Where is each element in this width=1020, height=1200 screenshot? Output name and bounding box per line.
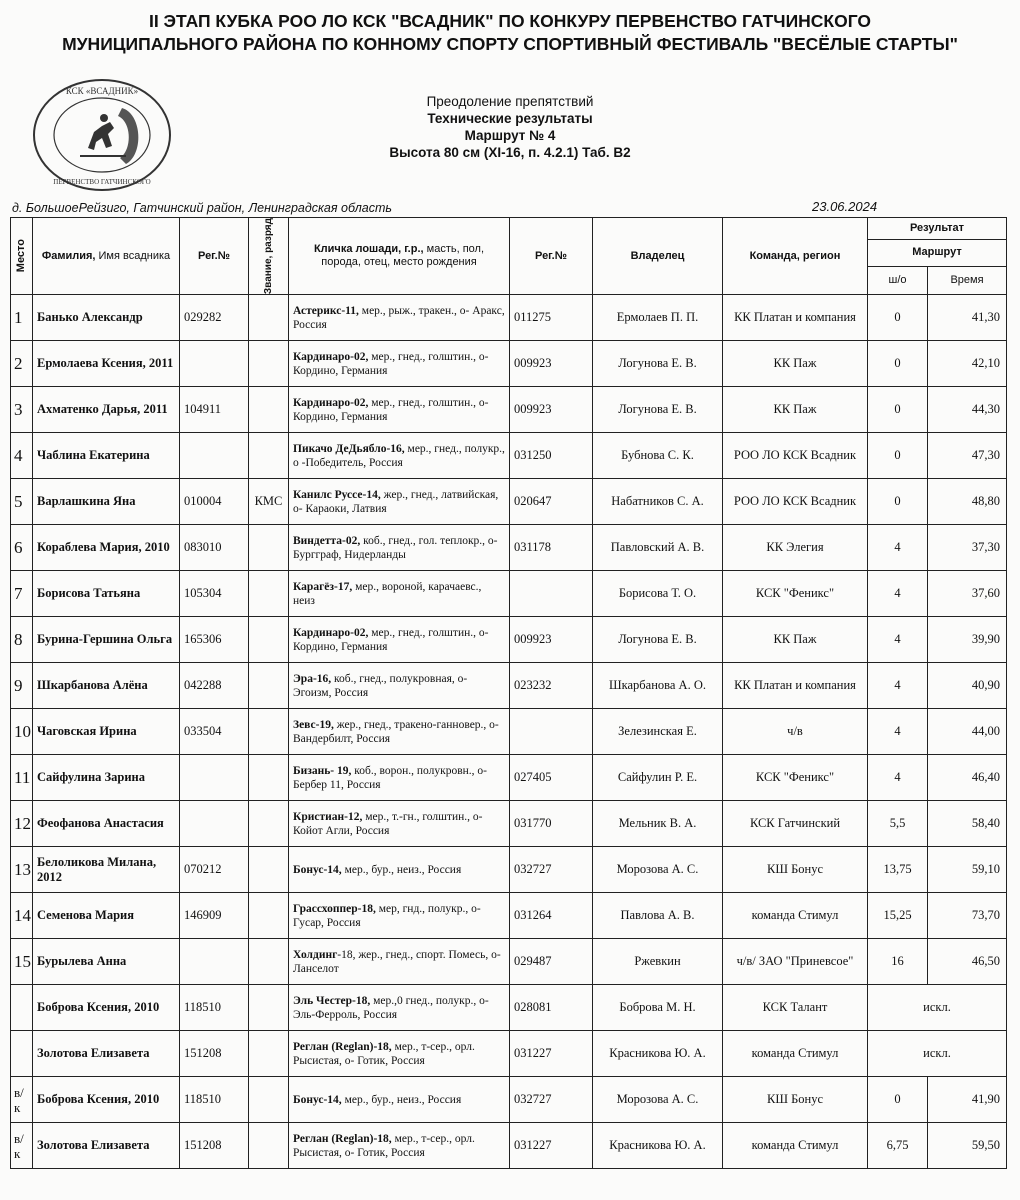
cell-rider-reg [180,755,249,801]
cell-owner: Борисова Т. О. [593,571,723,617]
cell-faults: 15,25 [868,893,928,939]
horse-details: мер.,0 гнед., полукр., о- Эль-Ферроль, Россия [293,994,489,1021]
cell-team: КСК "Феникс" [723,755,868,801]
cell-horse-reg: 009923 [510,341,593,387]
cell-rank [249,617,289,663]
cell-horse-reg [510,571,593,617]
cell-rider: Чаблина Екатерина [33,433,180,479]
table-row [11,663,1007,709]
cell-owner: Боброва М. Н. [593,985,723,1031]
horse-name: Пикачо ДеДьябло-16, [293,442,405,455]
horse-details: мер., т-сер., орл. Рысистая, о- Готик, Россия [293,1132,475,1159]
cell-rider-reg [180,801,249,847]
cell-faults: 0 [868,479,928,525]
cell-team: КК Паж [723,341,868,387]
cell-place: 11 [11,755,33,801]
cell-rank [249,709,289,755]
cell-faults: 0 [868,433,928,479]
table-row [11,387,1007,433]
horse-details: жер., гнед., латвийская, о- Караоки, Латвия [293,488,499,515]
cell-horse [289,801,510,847]
cell-owner: Ржевкин [593,939,723,985]
cell-team: КСК Талант [723,985,868,1031]
cell-time: 73,70 [928,893,1007,939]
cell-rank [249,801,289,847]
cell-rider-reg: 151208 [180,1031,249,1077]
cell-rider: Чаговская Ирина [33,709,180,755]
cell-faults: 0 [868,341,928,387]
horse-name: Реглан (Reglan)-18, [293,1132,392,1145]
horse-name: Холдинг [293,948,338,961]
cell-team: КСК Гатчинский [723,801,868,847]
cell-horse-reg [510,709,593,755]
cell-place: 6 [11,525,33,571]
subtitle-line-2: Технические результаты [427,111,593,126]
cell-result-status: искл. [868,1031,1007,1077]
cell-faults: 4 [868,617,928,663]
col-header-result: Результат [868,218,1007,240]
cell-owner: Мельник В. А. [593,801,723,847]
cell-rider-reg: 104911 [180,387,249,433]
cell-team: команда Стимул [723,1031,868,1077]
cell-team: команда Стимул [723,1123,868,1169]
col-header-team: Команда, регион [723,218,868,295]
cell-rider: Бурылева Анна [33,939,180,985]
cell-time: 46,40 [928,755,1007,801]
cell-horse-reg: 031178 [510,525,593,571]
table-row [11,433,1007,479]
cell-time: 47,30 [928,433,1007,479]
cell-faults: 4 [868,755,928,801]
cell-owner: Бубнова С. К. [593,433,723,479]
horse-details: мер., вороной, карачаевс., неиз [293,580,482,607]
cell-team: ч/в/ ЗАО "Приневсое" [723,939,868,985]
cell-horse [289,295,510,341]
cell-faults: 4 [868,525,928,571]
cell-rider-reg: 033504 [180,709,249,755]
table-row [11,1031,1007,1077]
cell-place [11,1031,33,1077]
svg-text:ПЕРВЕНСТВО ГАТЧИНСКОГО: ПЕРВЕНСТВО ГАТЧИНСКОГО [53,178,151,186]
horse-details: мер., гнед., голштин., о- Кордино, Германия [293,396,489,423]
cell-horse-reg: 031250 [510,433,593,479]
event-date: 23.06.2024 [812,199,878,214]
col-header-place: Место [11,218,33,295]
cell-faults: 4 [868,663,928,709]
cell-rider-reg [180,939,249,985]
table-row [11,571,1007,617]
table-row [11,617,1007,663]
cell-team: КК Паж [723,387,868,433]
horse-name: Бизань- 19, [293,764,352,777]
cell-owner: Логунова Е. В. [593,341,723,387]
table-row [11,893,1007,939]
cell-result-status: искл. [868,985,1007,1031]
cell-time: 42,10 [928,341,1007,387]
subtitle-line-3: Маршрут № 4 [464,128,556,143]
cell-place: в/к [11,1077,33,1123]
cell-faults: 0 [868,387,928,433]
table-row [11,801,1007,847]
cell-rank [249,1031,289,1077]
cell-rider-reg: 029282 [180,295,249,341]
cell-rank [249,1123,289,1169]
cell-place: 8 [11,617,33,663]
horse-name: Кристиан-12, [293,810,363,823]
cell-rider: Шкарбанова Алёна [33,663,180,709]
cell-horse-reg: 009923 [510,387,593,433]
cell-owner: Павловский А. В. [593,525,723,571]
cell-horse-reg: 029487 [510,939,593,985]
cell-team: РОО ЛО КСК Всадник [723,479,868,525]
horse-name: Кардинаро-02, [293,350,369,363]
cell-rank [249,295,289,341]
cell-horse [289,433,510,479]
cell-place: 15 [11,939,33,985]
cell-rider-reg: 146909 [180,893,249,939]
cell-horse [289,617,510,663]
cell-time: 46,50 [928,939,1007,985]
horse-details: мер., бур., неиз., Россия [341,1093,462,1106]
horse-name: Астерикс-11, [293,304,359,317]
cell-rank [249,985,289,1031]
cell-team: КК Платан и компания [723,663,868,709]
cell-place: 13 [11,847,33,893]
cell-rank [249,433,289,479]
horse-details: жер., гнед., тракено-ганновер., о- Вандербилт, Россия [293,718,499,745]
cell-place: 4 [11,433,33,479]
cell-horse [289,755,510,801]
cell-place: 3 [11,387,33,433]
cell-faults: 6,75 [868,1123,928,1169]
col-header-rider-reg: Рег.№ [180,218,249,295]
cell-place: 12 [11,801,33,847]
cell-horse [289,985,510,1031]
horse-name: Реглан (Reglan)-18, [293,1040,392,1053]
cell-horse [289,341,510,387]
horse-details: мер., т-сер., орл. Рысистая, о- Готик, Россия [293,1040,475,1067]
table-row [11,1077,1007,1123]
horse-name: Эль Честер-18, [293,994,371,1007]
cell-rank [249,1077,289,1123]
col-header-horse-reg: Рег.№ [510,218,593,295]
horse-name: Бонус-14, [293,1093,342,1106]
cell-rank [249,663,289,709]
cell-team: КСК "Феникс" [723,571,868,617]
cell-faults: 0 [868,1077,928,1123]
title-line-1: II ЭТАП КУБКА РОО ЛО КСК "ВСАДНИК" ПО КОНКУРУ ПЕРВЕНСТВО ГАТЧИНСКОГО [148,11,872,31]
horse-name: Кардинаро-02, [293,396,369,409]
table-row [11,295,1007,341]
cell-faults: 16 [868,939,928,985]
table-row [11,939,1007,985]
table-row [11,341,1007,387]
cell-rider-reg: 083010 [180,525,249,571]
cell-rider: Золотова Елизавета [33,1123,180,1169]
cell-owner: Шкарбанова А. О. [593,663,723,709]
cell-time: 41,30 [928,295,1007,341]
cell-owner: Морозова А. С. [593,1077,723,1123]
cell-time: 37,60 [928,571,1007,617]
cell-place: 14 [11,893,33,939]
horse-details: коб., ворон., полукровн., о- Бербер 11, Россия [293,764,487,791]
cell-rank [249,755,289,801]
horse-name: Бонус-14, [293,863,342,876]
col-header-time: Время [928,266,1007,294]
cell-team: КШ Бонус [723,1077,868,1123]
table-row [11,985,1007,1031]
cell-time: 44,30 [928,387,1007,433]
cell-place: 10 [11,709,33,755]
cell-time: 40,90 [928,663,1007,709]
cell-rider-reg [180,433,249,479]
cell-team: РОО ЛО КСК Всадник [723,433,868,479]
horse-name: Зевс-19, [293,718,334,731]
cell-time: 39,90 [928,617,1007,663]
horse-details: мер., т.-гн., голштин., о- Койот Агли, Россия [293,810,483,837]
cell-place: 9 [11,663,33,709]
horse-name: Виндетта-02, [293,534,361,547]
cell-horse [289,893,510,939]
cell-rider: Кораблева Мария, 2010 [33,525,180,571]
cell-owner: Набатников С. А. [593,479,723,525]
cell-rank [249,847,289,893]
cell-horse [289,939,510,985]
cell-horse [289,663,510,709]
cell-owner: Сайфулин Р. Е. [593,755,723,801]
cell-team: ч/в [723,709,868,755]
cell-faults: 4 [868,571,928,617]
cell-horse-reg: 020647 [510,479,593,525]
cell-rider: Банько Александр [33,295,180,341]
cell-horse [289,709,510,755]
cell-team: КШ Бонус [723,847,868,893]
horse-details: мер., гнед., полукр., о -Победитель, Россия [293,442,505,469]
cell-owner: Логунова Е. В. [593,617,723,663]
cell-time: 44,00 [928,709,1007,755]
cell-horse-reg: 032727 [510,847,593,893]
cell-rider-reg: 118510 [180,985,249,1031]
document-title [0,10,1020,56]
cell-faults: 5,5 [868,801,928,847]
subtitle-line-4: Высота 80 см (XI-16, п. 4.2.1) Таб. В2 [389,145,631,160]
cell-team: команда Стимул [723,893,868,939]
col-header-rank: Звание, разряд [249,218,289,295]
cell-owner: Логунова Е. В. [593,387,723,433]
cell-rider-reg: 105304 [180,571,249,617]
cell-rider-reg: 070212 [180,847,249,893]
table-row [11,709,1007,755]
cell-horse-reg: 031227 [510,1123,593,1169]
cell-horse-reg: 009923 [510,617,593,663]
cell-horse-reg: 031770 [510,801,593,847]
cell-time: 48,80 [928,479,1007,525]
cell-horse [289,571,510,617]
cell-rank [249,387,289,433]
horse-details: -18, жер., гнед., спорт. Помесь, о-Ланселот [293,948,501,975]
cell-time: 37,30 [928,525,1007,571]
cell-horse [289,479,510,525]
table-row [11,525,1007,571]
horse-name: Грассхоппер-18, [293,902,376,915]
cell-faults: 4 [868,709,928,755]
horse-name: Карагёз-17, [293,580,353,593]
cell-horse [289,1123,510,1169]
cell-team: КК Паж [723,617,868,663]
cell-rider-reg: 151208 [180,1123,249,1169]
club-logo-seal [30,76,174,194]
cell-rider-reg [180,341,249,387]
cell-rank: КМС [249,479,289,525]
cell-faults: 13,75 [868,847,928,893]
cell-rider: Ермолаева Ксения, 2011 [33,341,180,387]
horse-name: Канилс Руссе-14, [293,488,381,501]
cell-rider: Сайфулина Зарина [33,755,180,801]
cell-rider-reg: 118510 [180,1077,249,1123]
table-row [11,755,1007,801]
cell-horse-reg: 027405 [510,755,593,801]
cell-rider: Золотова Елизавета [33,1031,180,1077]
competition-subtitle [250,93,770,161]
cell-rider: Боброва Ксения, 2010 [33,985,180,1031]
cell-faults: 0 [868,295,928,341]
cell-time: 58,40 [928,801,1007,847]
cell-rider: Борисова Татьяна [33,571,180,617]
cell-rider: Варлашкина Яна [33,479,180,525]
col-header-rider: Фамилия, Имя всадника [33,218,180,295]
table-row [11,1123,1007,1169]
cell-horse-reg: 011275 [510,295,593,341]
cell-place: 7 [11,571,33,617]
cell-rider: Ахматенко Дарья, 2011 [33,387,180,433]
horse-details: мер., гнед., голштин., о- Кордино, Германия [293,626,489,653]
cell-place: 1 [11,295,33,341]
horse-details: коб., гнед., полукровная, о- Эгоизм, Россия [293,672,468,699]
horse-details: мер, гнд., полукр., о- Гусар, Россия [293,902,481,929]
horse-details: мер., гнед., голштин., о- Кордино, Германия [293,350,489,377]
cell-horse-reg: 023232 [510,663,593,709]
cell-team: КК Платан и компания [723,295,868,341]
venue-location: д. БольшоеРейзиго, Гатчинский район, Ленинградская область [12,201,392,215]
cell-horse [289,1077,510,1123]
cell-team: КК Элегия [723,525,868,571]
cell-owner: Ермолаев П. П. [593,295,723,341]
cell-place: 2 [11,341,33,387]
cell-place: 5 [11,479,33,525]
cell-rider: Белоликова Милана, 2012 [33,847,180,893]
cell-rank [249,939,289,985]
horse-name: Кардинаро-02, [293,626,369,639]
results-table [10,217,1007,1169]
cell-place: в/к [11,1123,33,1169]
col-header-horse: Кличка лошади, г.р., масть, пол, порода, отец, место рождения [289,218,510,295]
cell-rider-reg: 042288 [180,663,249,709]
cell-horse [289,387,510,433]
subtitle-line-1: Преодоление препятствий [426,94,594,109]
cell-time: 59,50 [928,1123,1007,1169]
cell-rider: Бурина-Гершина Ольга [33,617,180,663]
cell-place [11,985,33,1031]
table-row [11,847,1007,893]
cell-rider: Семенова Мария [33,893,180,939]
cell-rider-reg: 165306 [180,617,249,663]
col-header-faults: ш/о [868,266,928,294]
cell-rank [249,341,289,387]
cell-owner: Морозова А. С. [593,847,723,893]
cell-owner: Зелезинская Е. [593,709,723,755]
horse-details: коб., гнед., гол. теплокр., о-Бургграф, Нидерланды [293,534,498,561]
cell-owner: Красникова Ю. А. [593,1123,723,1169]
cell-horse [289,525,510,571]
cell-time: 59,10 [928,847,1007,893]
cell-owner: Красникова Ю. А. [593,1031,723,1077]
svg-text:КСК «ВСАДНИК»: КСК «ВСАДНИК» [65,86,139,96]
cell-rank [249,571,289,617]
horse-details: мер., бур., неиз., Россия [341,863,462,876]
cell-horse [289,847,510,893]
cell-horse-reg: 032727 [510,1077,593,1123]
cell-rank [249,893,289,939]
cell-horse-reg: 028081 [510,985,593,1031]
col-header-owner: Владелец [593,218,723,295]
cell-time: 41,90 [928,1077,1007,1123]
cell-rider: Боброва Ксения, 2010 [33,1077,180,1123]
horse-name: Эра-16, [293,672,332,685]
cell-horse-reg: 031264 [510,893,593,939]
title-line-2: МУНИЦИПАЛЬНОГО РАЙОНА ПО КОННОМУ СПОРТУ СПОРТИВНЫЙ ФЕСТИВАЛЬ "ВЕСЁЛЫЕ СТАРТЫ" [62,34,958,54]
table-row [11,479,1007,525]
horse-details: мер., рыж., тракен., о- Аракс, Россия [293,304,505,331]
cell-owner: Павлова А. В. [593,893,723,939]
cell-horse-reg: 031227 [510,1031,593,1077]
cell-horse [289,1031,510,1077]
col-header-route: Маршрут [868,239,1007,266]
cell-rank [249,525,289,571]
cell-rider-reg: 010004 [180,479,249,525]
cell-rider: Феофанова Анастасия [33,801,180,847]
